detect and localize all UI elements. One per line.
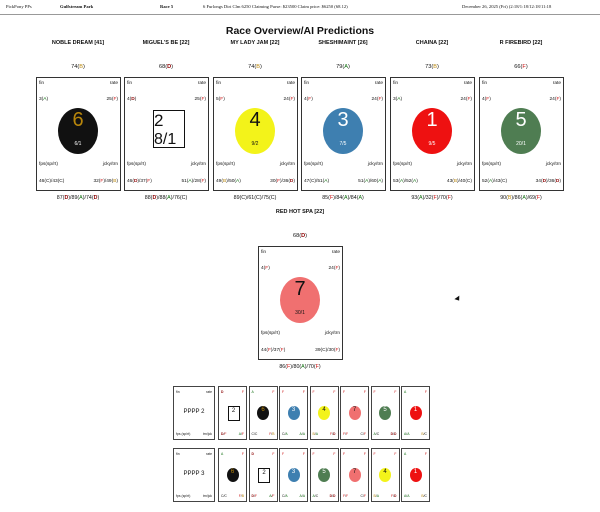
race-conditions: 6 Furlongs Dirt Clm 6250 Claiming Purse: $23500 Claim price: $6250 (68.12) xyxy=(203,4,348,9)
rate-grade: F xyxy=(363,452,366,456)
fps-grades: A/A xyxy=(404,432,410,436)
fin-grade: F xyxy=(343,452,346,456)
program-number: 6 xyxy=(230,469,235,475)
rate-label: rate xyxy=(197,81,206,86)
mouse-cursor-icon xyxy=(454,296,461,303)
pppp-row-label: PPPP 3 xyxy=(183,471,205,477)
fin-value: 3(A) xyxy=(39,97,49,102)
header-bar xyxy=(0,0,600,15)
saddle-cloth-oval xyxy=(235,108,275,154)
morning-line-odds: 6/1 xyxy=(74,140,82,147)
jcky-value: 39(C)/30(F) xyxy=(315,348,340,353)
jcky-grades: F/B xyxy=(269,432,275,436)
fps-value: 49(B)/50(A) xyxy=(216,179,241,184)
program-number: 5 xyxy=(322,469,326,475)
rate-label: rate xyxy=(463,81,472,86)
rate-grade: F xyxy=(241,452,244,456)
fps-grades: D/F xyxy=(221,432,227,436)
rate-value: 24(F) xyxy=(283,97,295,102)
jcky-grades: D/D xyxy=(329,494,336,498)
rate-grade: F xyxy=(272,390,275,394)
saddle-cloth-oval xyxy=(288,406,300,420)
jcky-label: trn/jck xyxy=(202,432,212,436)
horse-3-card xyxy=(213,77,298,191)
fin-grade: A xyxy=(251,390,254,394)
horse-1-name: NOBLE DREAM [41] xyxy=(51,40,105,46)
fin-value: 4(D) xyxy=(127,97,137,102)
fin-label: fin xyxy=(39,81,45,86)
horse-1-card xyxy=(36,77,121,191)
fin-grade: F xyxy=(373,390,376,394)
rate-label: rate xyxy=(374,81,383,86)
fin-value: 3(A) xyxy=(393,97,403,102)
saddle-cloth-oval xyxy=(288,468,300,482)
rate-label: rate xyxy=(206,452,212,456)
jcky-grades: C/F xyxy=(360,432,366,436)
fps-grades: A/C xyxy=(312,494,319,498)
fin-grade: F xyxy=(282,390,285,394)
horse-5-card xyxy=(390,77,475,191)
rate-label: rate xyxy=(109,81,118,86)
horse-3-name: MY LADY JAM [22] xyxy=(230,40,280,46)
fps-label: fps(sp/rt) xyxy=(216,162,235,167)
fps-label: fps(sp/rt) xyxy=(482,162,501,167)
fps-value: 46(C)/43(C) xyxy=(39,179,65,184)
morning-line-odds: 9/2 xyxy=(251,140,259,147)
fps-value: 46(D)/37(F) xyxy=(127,179,152,184)
horse-5-speed-figures: 93(A)/32(F)/70(F) xyxy=(411,195,453,201)
horse-2-rating: 68(D) xyxy=(158,64,173,70)
morning-line-odds: 20/1 xyxy=(516,140,526,147)
fin-value: 4(F) xyxy=(261,266,270,271)
horse-4-speed-figures: 85(F)/84(A)/84(A) xyxy=(322,195,364,201)
saddle-cloth-oval xyxy=(318,406,330,420)
fin-grade: F xyxy=(312,452,315,456)
jcky-value: 34(D)/36(D) xyxy=(535,179,561,184)
jcky-value: 30(F)/36(D) xyxy=(270,179,295,184)
saddle-cloth-oval xyxy=(379,468,391,482)
fin-value: 5(F) xyxy=(216,97,225,102)
program-number: 1 xyxy=(426,108,438,131)
fps-label: fps(sp/rt) xyxy=(127,162,146,167)
fps-grades: C/C xyxy=(251,432,258,436)
jcky-grades: A/F xyxy=(238,432,244,436)
featured-horse-name: RED HOT SPA [22] xyxy=(275,209,325,215)
jcky-value: 51(A)/60(A) xyxy=(358,179,383,184)
fps-grades: F/F xyxy=(343,494,349,498)
horse-5-rating: 73(B) xyxy=(425,64,439,70)
pppp-cell xyxy=(371,448,400,502)
fin-label: fin xyxy=(482,81,488,86)
rate-grade: F xyxy=(333,390,336,394)
fin-label: fin xyxy=(393,81,399,86)
saddle-cloth-oval xyxy=(323,108,363,154)
pppp-cell xyxy=(401,448,430,502)
program-number: 3 xyxy=(337,108,349,131)
fps-grades: F/F xyxy=(343,432,349,436)
jcky-grades: A/A xyxy=(299,432,305,436)
saddle-cloth-oval xyxy=(349,406,361,420)
jcky-label: jcky/trn xyxy=(102,162,118,167)
saddle-cloth-oval xyxy=(501,108,541,154)
fps-value: 53(A)/52(A) xyxy=(393,179,418,184)
horse-3-rating: 74(B) xyxy=(248,64,262,70)
horse-6-name: R FIREBIRD [22] xyxy=(499,40,543,46)
rate-grade: F xyxy=(241,390,244,394)
horse-4-name: SHESHIMAINT [26] xyxy=(318,40,368,46)
pppp-legend-box xyxy=(173,386,215,440)
jcky-grades: F/D xyxy=(330,432,336,436)
fin-grade: F xyxy=(312,390,315,394)
saddle-cloth-oval xyxy=(379,406,391,420)
saddle-cloth-oval xyxy=(410,406,422,420)
jcky-grades: B/C xyxy=(421,432,427,436)
rate-label: rate xyxy=(286,81,295,86)
horse-6-rating: 66(F) xyxy=(514,64,528,70)
jcky-label: jcky/trn xyxy=(190,162,206,167)
pppp-cell xyxy=(279,386,308,440)
track-name: Gulfstream Park xyxy=(60,4,94,9)
horse-6-card xyxy=(479,77,564,191)
saddle-cloth-oval xyxy=(410,468,422,482)
rate-label: rate xyxy=(552,81,561,86)
fps-label: fps(sp/rt) xyxy=(39,162,58,167)
rate-value: 24(F) xyxy=(328,266,340,271)
program-number: 4 xyxy=(249,108,261,131)
horse-2-name: MIGUEL'S BE [22] xyxy=(142,40,190,46)
pppp-cell xyxy=(249,386,278,440)
featured-horse-speed-figures: 86(F)/80(A)/70(F) xyxy=(279,364,321,370)
saddle-cloth-oval xyxy=(318,468,330,482)
page-title: Race Overview/AI Predictions xyxy=(225,25,375,37)
fin-label: fin xyxy=(176,390,180,394)
rate-label: rate xyxy=(206,390,212,394)
fps-grades: B/A xyxy=(312,432,318,436)
pppp-cell xyxy=(279,448,308,502)
fin-grade: D xyxy=(251,452,254,456)
horse-6-speed-figures: 90(B)/86(A)/69(F) xyxy=(500,195,542,201)
fin-grade: F xyxy=(343,390,346,394)
horse-4-rating: 79(A) xyxy=(336,64,350,70)
horse-4-card xyxy=(301,77,386,191)
fps-value: 47(C)/51(A) xyxy=(304,179,330,184)
pppp-cell xyxy=(371,386,400,440)
program-number: 2 xyxy=(231,408,236,414)
rate-grade: F xyxy=(424,452,427,456)
program-number: 3 xyxy=(291,469,296,475)
pppp-cell xyxy=(340,386,369,440)
rate-grade: F xyxy=(394,390,397,394)
jcky-grades: C/F xyxy=(360,494,366,498)
horse-1-rating: 74(B) xyxy=(71,64,85,70)
fps-value: 44(F)/37(F) xyxy=(261,348,286,353)
race-date: December 26, 2025 (Fri) (2:18/1:18/12:18/11:18 xyxy=(462,4,552,9)
fin-label: fin xyxy=(127,81,133,86)
rate-value: 25(F) xyxy=(106,97,118,102)
fin-grade: F xyxy=(282,452,285,456)
saddle-cloth-oval xyxy=(349,468,361,482)
jcky-grades: F/D xyxy=(391,494,397,498)
fps-value: 52(A)/43(C) xyxy=(482,179,508,184)
jcky-grades: B/C xyxy=(421,494,427,498)
horse-5-name: CHAINA [22] xyxy=(415,40,449,46)
rate-value: 24(F) xyxy=(549,97,561,102)
horse-1-speed-figures: 87(D)/89(A)/74(D) xyxy=(56,195,100,201)
saddle-cloth-square xyxy=(228,406,240,421)
jcky-label: jcky/trn xyxy=(279,162,295,167)
rate-grade: F xyxy=(302,452,305,456)
jcky-label: jcky/trn xyxy=(545,162,561,167)
saddle-cloth-oval xyxy=(257,406,269,420)
rate-grade: F xyxy=(333,452,336,456)
rate-value: 24(F) xyxy=(371,97,383,102)
jcky-value: 51(A)/28(F) xyxy=(181,179,206,184)
fps-grades: C/A xyxy=(282,494,288,498)
race-number: Race 5 xyxy=(160,4,174,9)
program-number: 7 xyxy=(352,407,357,413)
fps-grades: B/A xyxy=(373,494,379,498)
rate-grade: F xyxy=(394,452,397,456)
saddle-cloth-square xyxy=(258,468,270,483)
rate-value: 24(F) xyxy=(460,97,472,102)
program-number: 1 xyxy=(413,469,418,475)
jcky-grades: D/D xyxy=(390,432,397,436)
pppp-cell xyxy=(218,386,247,440)
fin-label: fin xyxy=(261,250,267,255)
fps-label: fps (sp/rt) xyxy=(176,432,191,436)
program-number: 1 xyxy=(413,407,418,413)
fps-grades: D/F xyxy=(251,494,257,498)
saddle-cloth-square xyxy=(153,110,185,148)
program-number: 6 xyxy=(72,108,84,131)
horse-2-card xyxy=(124,77,209,191)
morning-line-odds: 7/5 xyxy=(339,140,347,147)
program-number: 6 xyxy=(261,407,265,413)
pppp-legend-box xyxy=(173,448,215,502)
morning-line-odds: 30/1 xyxy=(295,309,305,316)
rate-grade: F xyxy=(424,390,427,394)
jcky-label: jcky/trn xyxy=(367,162,383,167)
program-number: 2 xyxy=(154,111,164,130)
rate-grade: F xyxy=(302,390,305,394)
horse-3-speed-figures: 89(C)/61(C)/75(C) xyxy=(233,195,277,201)
rate-label: rate xyxy=(331,250,340,255)
fps-label: fps(sp/rt) xyxy=(393,162,412,167)
jcky-grades: A/F xyxy=(269,494,275,498)
jcky-label: jcky/trn xyxy=(456,162,472,167)
fin-grade: F xyxy=(373,452,376,456)
program-number: 7 xyxy=(294,277,306,300)
pppp-cell xyxy=(249,448,278,502)
brand: PickPony PPs xyxy=(6,4,32,9)
pppp-cell xyxy=(218,448,247,502)
program-number: 3 xyxy=(291,407,296,413)
fps-label: fps(sp/rt) xyxy=(304,162,323,167)
fps-grades: A/A xyxy=(404,494,410,498)
pppp-cell xyxy=(310,386,339,440)
jcky-value: 32(F)/49(B) xyxy=(93,179,118,184)
jcky-label: jcky/trn xyxy=(324,331,340,336)
pppp-row-label: PPPP 2 xyxy=(183,409,205,415)
program-number: 2 xyxy=(262,470,266,476)
morning-line-odds: 9/5 xyxy=(428,140,436,147)
featured-horse-rating: 68(D) xyxy=(292,233,307,239)
rate-value: 25(F) xyxy=(194,97,206,102)
fin-grade: D xyxy=(221,390,224,394)
fps-grades: A/C xyxy=(373,432,380,436)
fps-label: fps (sp/rt) xyxy=(176,494,191,498)
program-number: 7 xyxy=(352,469,357,475)
fin-label: fin xyxy=(216,81,222,86)
program-number: 5 xyxy=(515,108,527,131)
fps-grades: C/A xyxy=(282,432,288,436)
pppp-cell xyxy=(340,448,369,502)
fin-value: 4(F) xyxy=(304,97,313,102)
fin-grade: A xyxy=(404,390,407,394)
saddle-cloth-oval xyxy=(412,108,452,154)
saddle-cloth-oval xyxy=(280,277,320,323)
fin-label: fin xyxy=(304,81,310,86)
jcky-grades: A/A xyxy=(299,494,305,498)
rate-grade: F xyxy=(363,390,366,394)
saddle-cloth-oval xyxy=(58,108,98,154)
rate-grade: F xyxy=(272,452,275,456)
saddle-cloth-oval xyxy=(227,468,239,482)
program-number: 5 xyxy=(383,407,387,413)
fin-value: 4(F) xyxy=(482,97,491,102)
fin-grade: A xyxy=(404,452,407,456)
jcky-value: 43(B)/40(C) xyxy=(446,179,472,184)
fps-grades: C/C xyxy=(221,494,227,498)
fin-grade: A xyxy=(221,452,224,456)
pppp-cell xyxy=(401,386,430,440)
program-number: 4 xyxy=(322,407,326,413)
featured-horse-card xyxy=(258,246,343,360)
jcky-label: trn/jck xyxy=(202,494,212,498)
program-number: 4 xyxy=(383,469,387,475)
jcky-grades: F/B xyxy=(238,494,244,498)
fps-label: fps(sp/rt) xyxy=(261,331,280,336)
pppp-cell xyxy=(310,448,339,502)
horse-2-speed-figures: 88(D)/88(A)/76(C) xyxy=(144,195,188,201)
morning-line-odds: 8/1 xyxy=(154,131,177,148)
fin-label: fin xyxy=(176,452,180,456)
